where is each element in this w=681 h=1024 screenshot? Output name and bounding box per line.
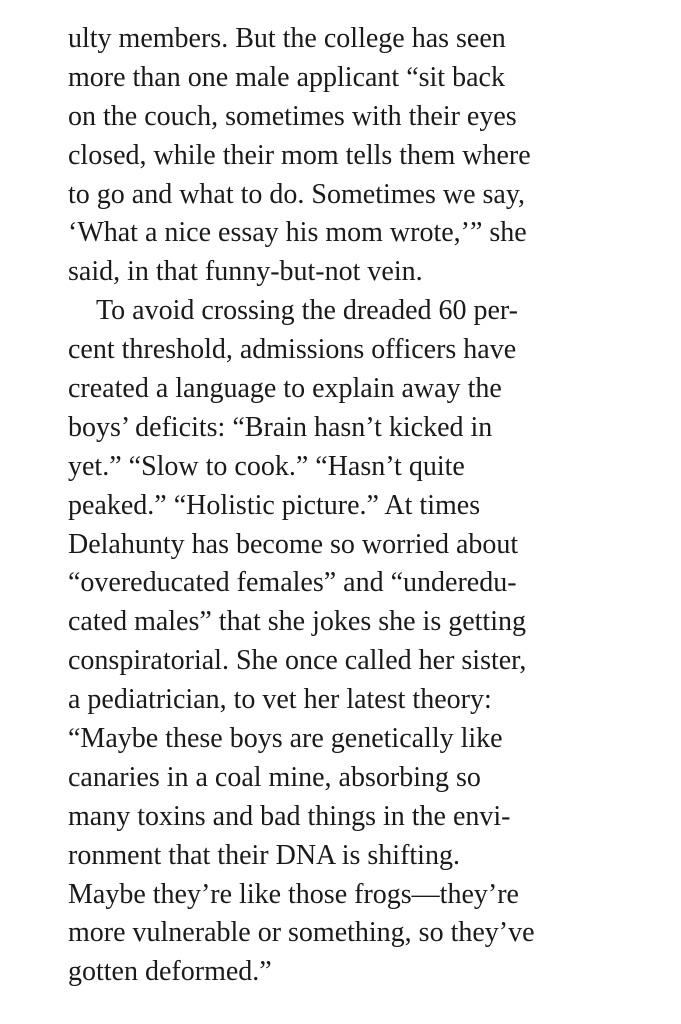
text-line: yet.” “Slow to cook.” “Hasn’t quite — [68, 450, 465, 482]
text-line: created a language to explain away the — [68, 373, 502, 405]
text-line: ulty members. But the college has seen — [68, 23, 506, 54]
text-line: to go and what to do. Sometimes we say, — [68, 178, 526, 210]
text-line: boys’ deficits: “Brain hasn’t kicked in — [68, 411, 493, 443]
text-line: on the couch, sometimes with their eyes — [68, 100, 517, 132]
text-line: said, in that funny-but-not vein. — [68, 256, 423, 288]
text-line: Delahunty has become so worried about — [68, 528, 519, 560]
text-line: peaked.” “Holistic picture.” At times — [68, 489, 481, 521]
text-line: closed, while their mom tells them where — [68, 139, 531, 171]
text-line: canaries in a coal mine, absorbing so — [68, 761, 481, 793]
text-line: ‘What a nice essay his mom wrote,’” she — [68, 217, 527, 249]
text-line: conspiratorial. She once called her sister, — [68, 645, 527, 677]
text-line: more vulnerable or something, so they’ve — [68, 917, 535, 949]
text-line: cated males” that she jokes she is getting — [68, 606, 526, 638]
text-line: ronment that their DNA is shifting. — [68, 839, 460, 871]
body-text — [68, 20, 668, 992]
text-line: “Maybe these boys are genetically like — [68, 723, 503, 755]
text-line: Maybe they’re like those frogs—they’re — [68, 878, 519, 910]
text-line: a pediatrician, to vet her latest theory: — [68, 684, 492, 716]
text-line: gotten deformed.” — [68, 956, 272, 988]
paragraph-2 — [68, 292, 668, 992]
paragraph-1 — [68, 20, 668, 292]
text-line: “overeducated females” and “underedu- — [68, 567, 517, 599]
text-line: To avoid crossing the dreaded 60 per- — [96, 295, 519, 327]
text-line: cent threshold, admissions officers have — [68, 334, 517, 366]
text-line: more than one male applicant “sit back — [68, 61, 505, 93]
text-line: many toxins and bad things in the envi- — [68, 800, 511, 832]
